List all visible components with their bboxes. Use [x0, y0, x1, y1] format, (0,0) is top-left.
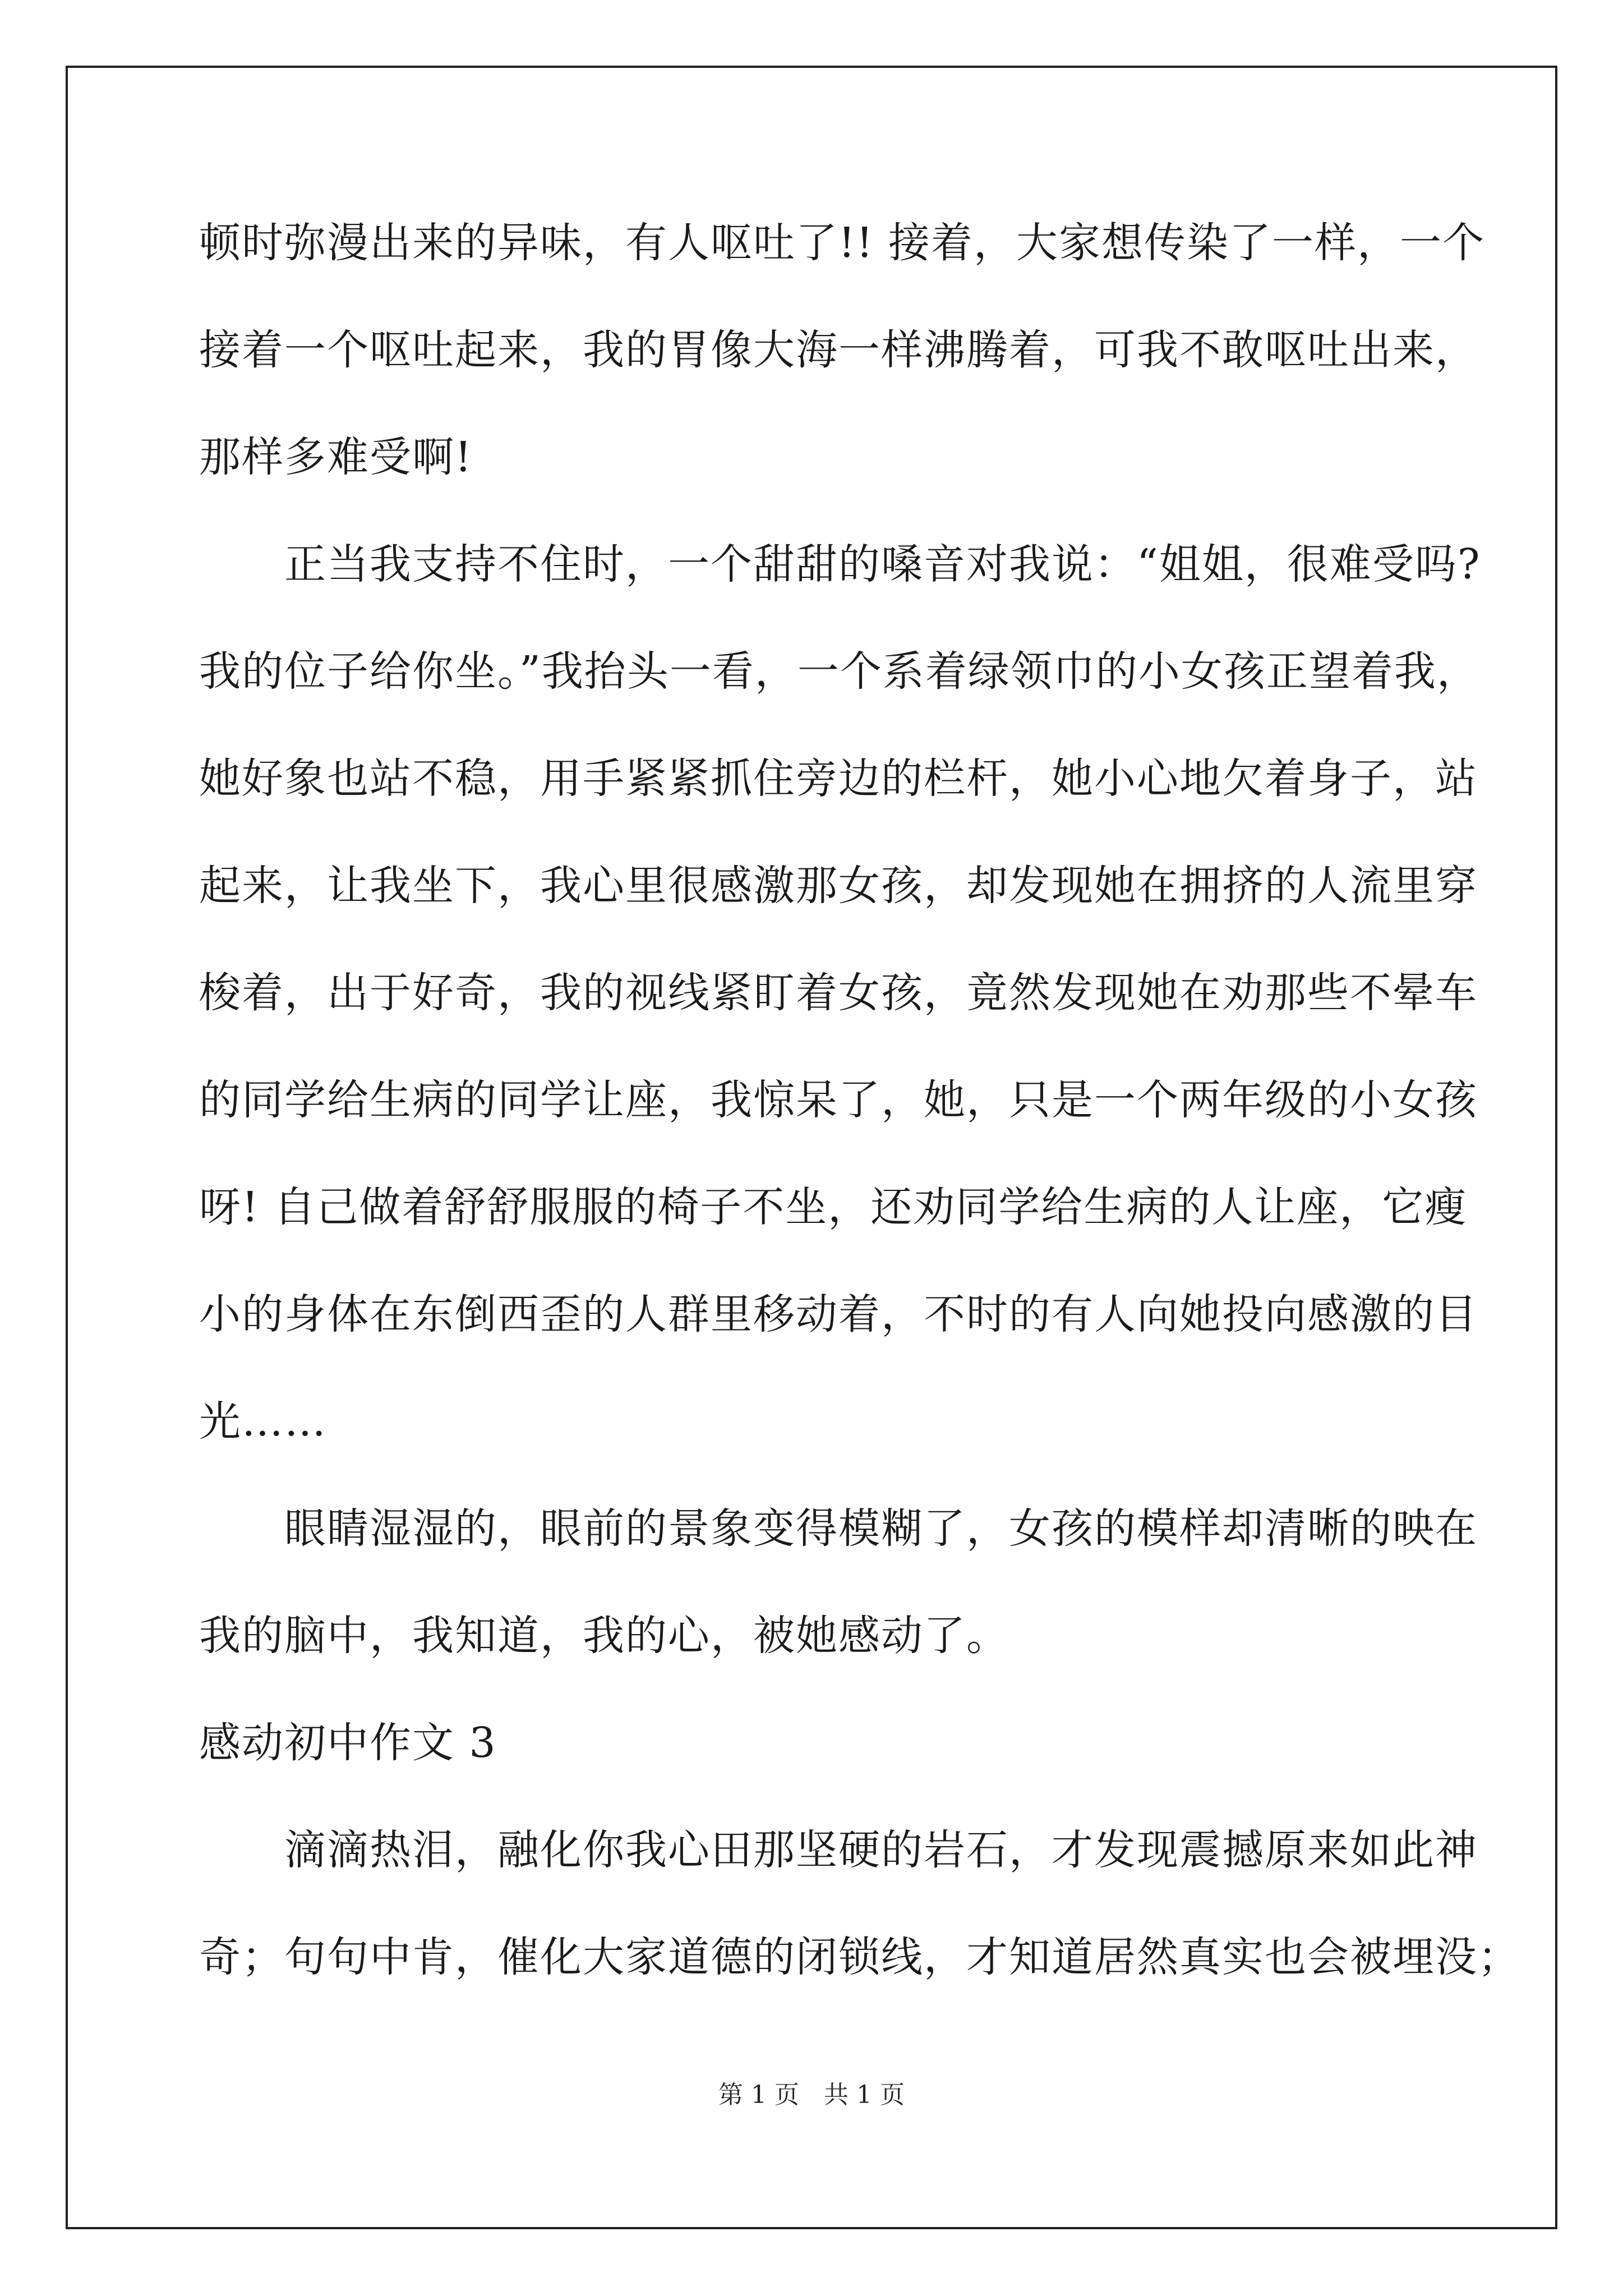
- text-line: 顿时弥漫出来的异味，有人呕吐了!! 接着，大家想传染了一样，一个: [199, 219, 1485, 267]
- text-line: 那样多难受啊!: [199, 433, 473, 481]
- text-line: 眼睛湿湿的，眼前的景象变得模糊了，女孩的模样却清晰的映在: [199, 1504, 1478, 1553]
- text-line: 我的位子给你坐。”我抬头一看，一个系着绿领巾的小女孩正望着我，: [199, 647, 1479, 696]
- text-line: 小的身体在东倒西歪的人群里移动着，不时的有人向她投向感激的目: [199, 1290, 1478, 1338]
- text-line: 我的脑中，我知道，我的心，被她感动了。: [199, 1612, 1009, 1660]
- page-number: 第 1 页 共 1 页: [718, 2081, 905, 2109]
- text-line: 光……: [199, 1397, 327, 1446]
- page-border: [66, 66, 1557, 2229]
- text-line: 的同学给生病的同学让座，我惊呆了，她，只是一个两年级的小女孩: [199, 1076, 1478, 1124]
- text-line: 呀! 自己做着舒舒服服的椅子不坐，还劝同学给生病的人让座，它瘦: [199, 1183, 1468, 1231]
- text-line: 接着一个呕吐起来，我的胃像大海一样沸腾着，可我不敢呕吐出来，: [199, 326, 1478, 374]
- text-line: 她好象也站不稳，用手紧紧抓住旁边的栏杆，她小心地欠着身子，站: [199, 754, 1478, 803]
- text-line: 梭着，出于好奇，我的视线紧盯着女孩，竟然发现她在劝那些不晕车: [199, 969, 1478, 1017]
- text-line: 滴滴热泪，融化你我心田那坚硬的岩石，才发现震撼原来如此神: [199, 1826, 1478, 1874]
- text-line: 奇；句句中肯，催化大家道德的闭锁线，才知道居然真实也会被埋没；: [199, 1933, 1520, 1981]
- text-line: 起来，让我坐下，我心里很感激那女孩，却发现她在拥挤的人流里穿: [199, 862, 1478, 910]
- text-line: 正当我支持不住时，一个甜甜的嗓音对我说：“姐姐，很难受吗?: [199, 540, 1481, 588]
- section-heading: 感动初中作文 3: [199, 1719, 497, 1767]
